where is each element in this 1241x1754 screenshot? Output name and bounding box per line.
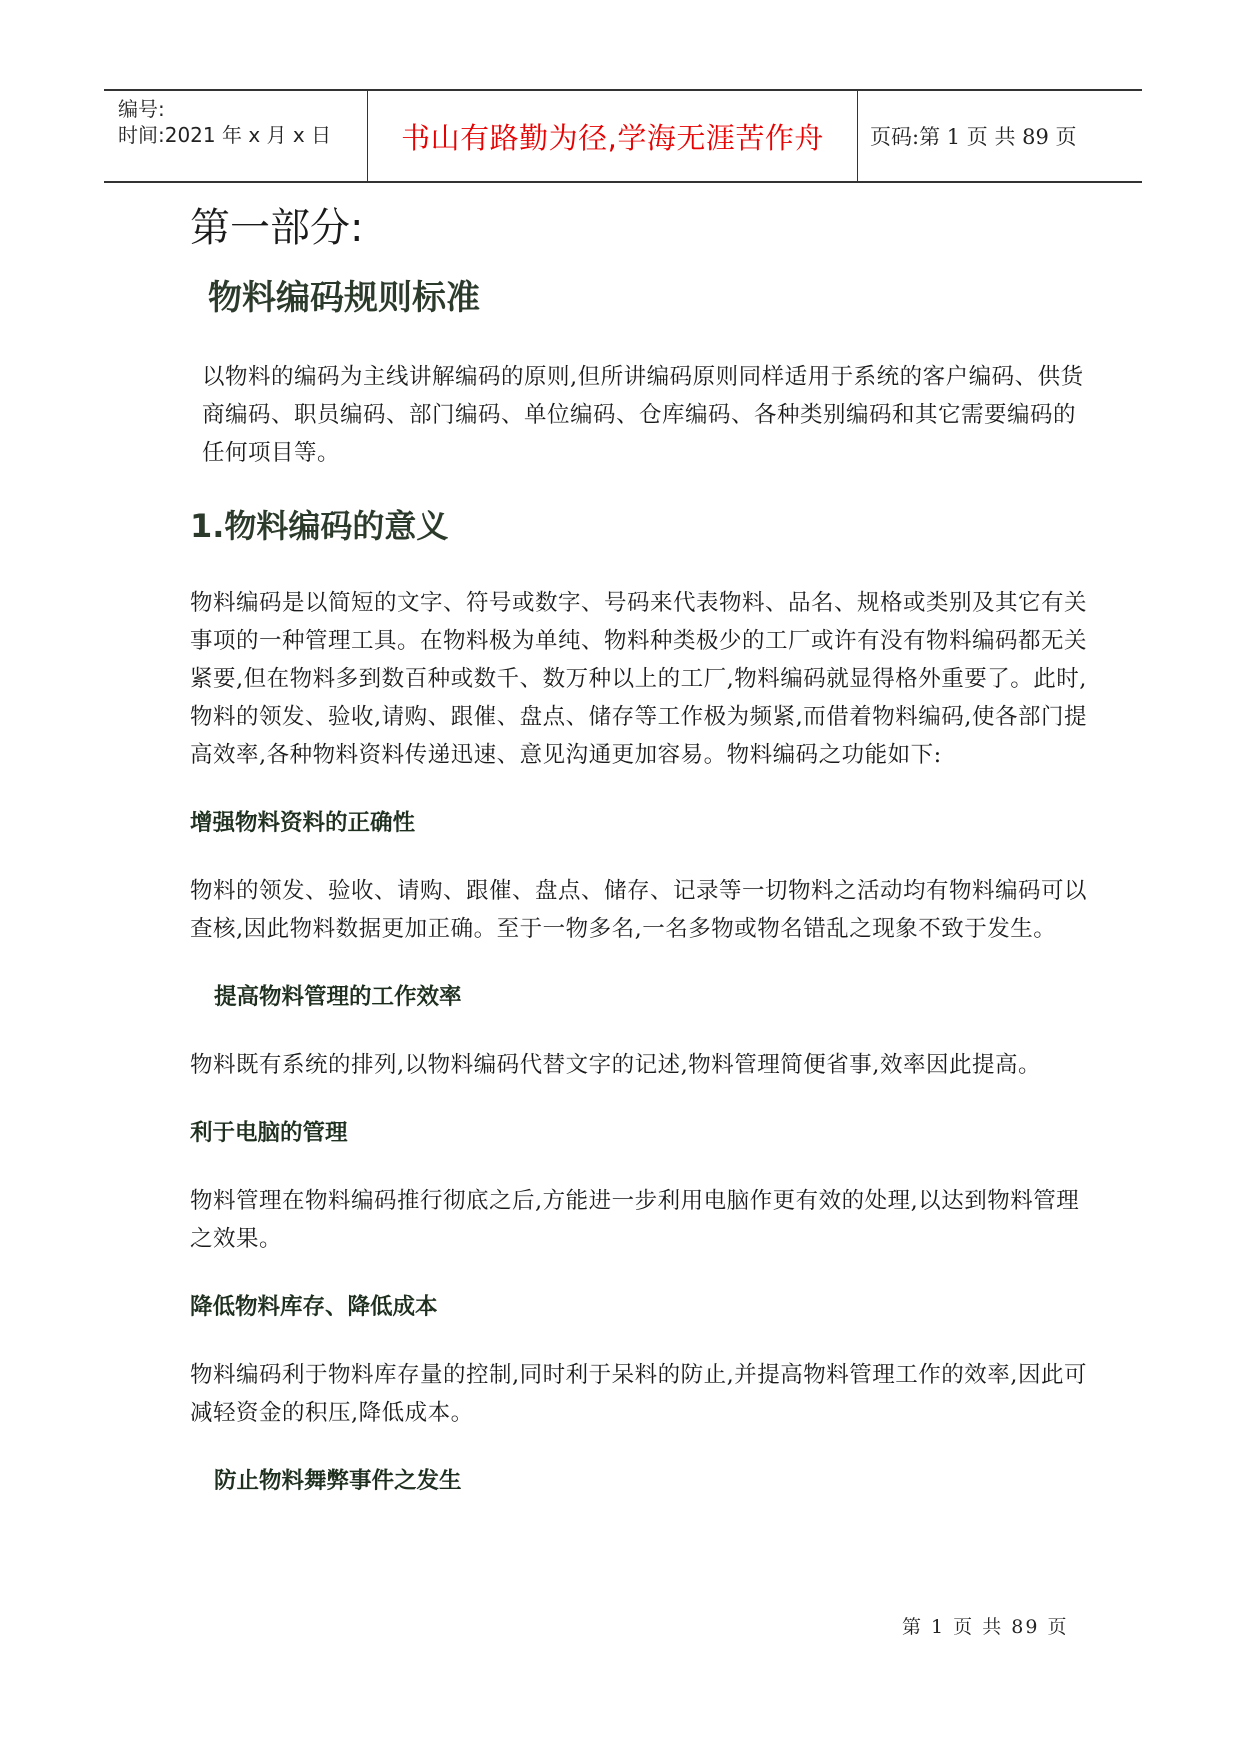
number-label: 编号: xyxy=(118,97,165,121)
item-heading: 提高物料管理的工作效率 xyxy=(214,984,462,1010)
header-page-cell xyxy=(858,91,1142,181)
item-body: 物料既有系统的排列,以物料编码代替文字的记述,物料管理简便省事,效率因此提高。 xyxy=(190,1052,1041,1078)
header-table xyxy=(104,89,1142,183)
document-body xyxy=(190,190,1090,1496)
list-item xyxy=(190,1466,1090,1496)
section-heading: 1.物料编码的意义 xyxy=(190,507,449,545)
section-paragraph: 物料编码是以简短的文字、符号或数字、号码来代表物料、品名、规格或类别及其它有关事项的一种管理工具。在物料极为单纯、物料种类极少的工厂或许有没有物料编码都无关紧要,但在物料多到数百种或数千、数万种以上的工厂,物料编码就显得格外重要了。此时,物料的领发、验收,请购、跟催、盘点、储存等工作极为频紧,而借着物料编码,使各部门提高效率,各种物料资料传递迅速、意见沟通更加容易。物料编码之功能如下: xyxy=(190,590,1088,768)
footer-page-label: 第 1 页 共 89 页 xyxy=(902,1616,1069,1638)
list-item xyxy=(190,808,1090,948)
list-item xyxy=(190,1118,1090,1258)
header-left-cell xyxy=(104,91,368,181)
time-label: 时间:2021 年 x 月 x 日 xyxy=(118,123,332,147)
item-body: 物料管理在物料编码推行彻底之后,方能进一步利用电脑作更有效的处理,以达到物料管理之效果。 xyxy=(190,1188,1080,1252)
item-heading: 利于电脑的管理 xyxy=(190,1120,348,1146)
list-item xyxy=(190,982,1090,1084)
header-page-label: 页码:第 1 页 共 89 页 xyxy=(870,125,1077,149)
list-item xyxy=(190,1292,1090,1432)
motto: 书山有路勤为径,学海无涯苦作舟 xyxy=(401,120,824,155)
item-heading: 增强物料资料的正确性 xyxy=(190,810,416,836)
part-title: 第一部分: xyxy=(190,205,364,251)
document-title: 物料编码规则标准 xyxy=(208,278,480,318)
item-body: 物料编码利于物料库存量的控制,同时利于呆料的防止,并提高物料管理工作的效率,因此可减轻资金的积压,降低成本。 xyxy=(190,1362,1087,1426)
intro-paragraph: 以物料的编码为主线讲解编码的原则,但所讲编码原则同样适用于系统的客户编码、供货商编码、职员编码、部门编码、单位编码、仓库编码、各种类别编码和其它需要编码的任何项目等。 xyxy=(202,364,1084,466)
header-motto-cell xyxy=(368,91,858,181)
item-body: 物料的领发、验收、请购、跟催、盘点、储存、记录等一切物料之活动均有物料编码可以查核,因此物料数据更加正确。至于一物多名,一名多物或物名错乱之现象不致于发生。 xyxy=(190,878,1088,942)
item-heading: 降低物料库存、降低成本 xyxy=(190,1294,438,1320)
item-heading: 防止物料舞弊事件之发生 xyxy=(214,1468,462,1494)
